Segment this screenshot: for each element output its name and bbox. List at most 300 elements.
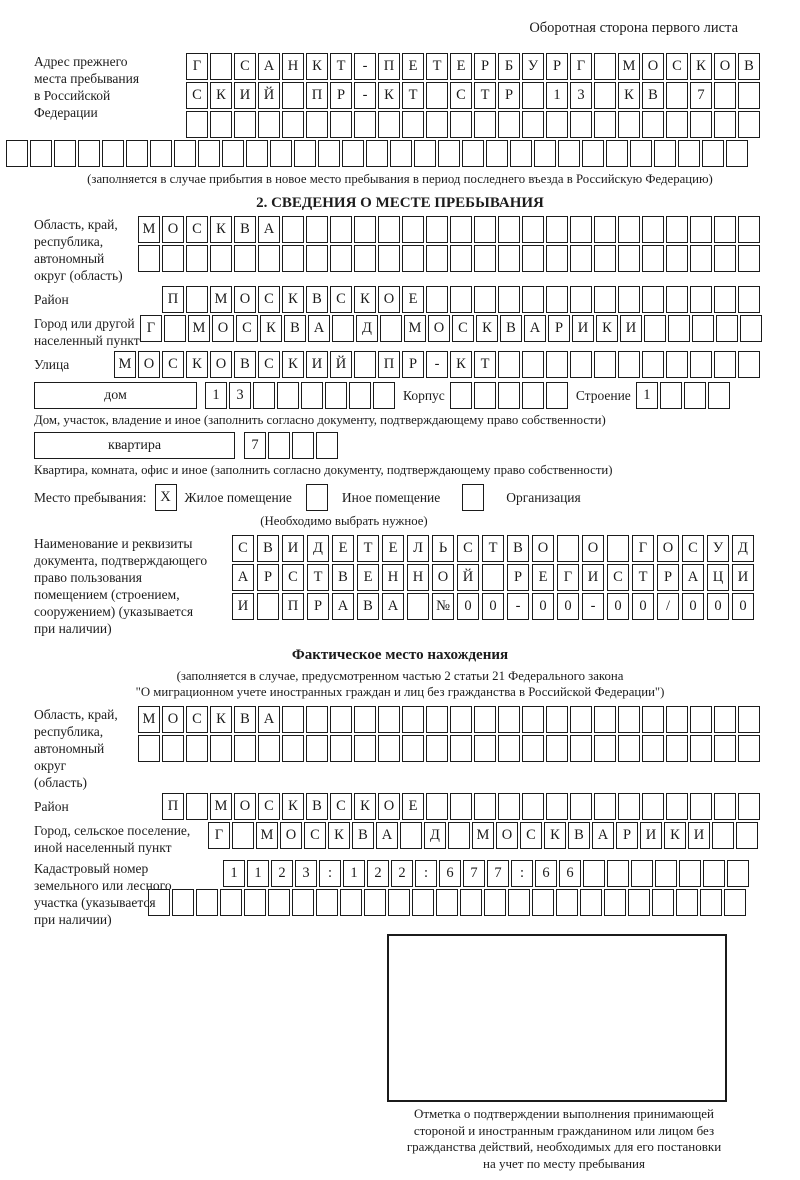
char-cell[interactable]: П xyxy=(282,593,304,620)
char-cell[interactable]: О xyxy=(138,351,160,378)
char-cell[interactable] xyxy=(450,706,472,733)
char-cell[interactable] xyxy=(378,216,400,243)
char-cell[interactable] xyxy=(474,111,496,138)
char-cell[interactable] xyxy=(628,889,650,916)
char-cell[interactable]: К xyxy=(378,82,400,109)
char-cell[interactable]: В xyxy=(738,53,760,80)
char-cell[interactable]: С xyxy=(330,793,352,820)
char-cell[interactable]: Р xyxy=(474,53,496,80)
char-cell[interactable] xyxy=(450,286,472,313)
char-cell[interactable] xyxy=(594,793,616,820)
char-cell[interactable]: И xyxy=(282,535,304,562)
char-cell[interactable]: О xyxy=(234,286,256,313)
char-cell[interactable] xyxy=(570,216,592,243)
char-cell[interactable]: О xyxy=(532,535,554,562)
char-cell[interactable] xyxy=(690,245,712,272)
char-cell[interactable] xyxy=(666,286,688,313)
char-cell[interactable]: Ь xyxy=(432,535,454,562)
char-cell[interactable]: В xyxy=(507,535,529,562)
char-cell[interactable]: Д xyxy=(356,315,378,342)
char-cell[interactable]: С xyxy=(520,822,542,849)
char-cell[interactable] xyxy=(642,706,664,733)
char-cell[interactable]: П xyxy=(378,351,400,378)
char-cell[interactable] xyxy=(450,735,472,762)
char-cell[interactable]: К xyxy=(210,216,232,243)
char-cell[interactable]: Д xyxy=(424,822,446,849)
char-cell[interactable] xyxy=(148,889,170,916)
char-cell[interactable]: 0 xyxy=(707,593,729,620)
char-cell[interactable]: А xyxy=(376,822,398,849)
char-cell[interactable] xyxy=(668,315,690,342)
char-cell[interactable] xyxy=(594,82,616,109)
char-cell[interactable]: № xyxy=(432,593,454,620)
char-cell[interactable] xyxy=(450,382,472,409)
char-cell[interactable] xyxy=(700,889,722,916)
char-cell[interactable] xyxy=(474,793,496,820)
char-cell[interactable] xyxy=(738,286,760,313)
char-cell[interactable]: 0 xyxy=(482,593,504,620)
char-cell[interactable] xyxy=(436,889,458,916)
char-cell[interactable]: 7 xyxy=(690,82,712,109)
char-cell[interactable] xyxy=(738,82,760,109)
char-cell[interactable] xyxy=(666,735,688,762)
char-cell[interactable] xyxy=(522,111,544,138)
char-cell[interactable] xyxy=(390,140,412,167)
char-cell[interactable] xyxy=(462,140,484,167)
char-cell[interactable]: Л xyxy=(407,535,429,562)
char-cell[interactable] xyxy=(474,286,496,313)
char-cell[interactable] xyxy=(738,245,760,272)
char-cell[interactable] xyxy=(450,245,472,272)
char-cell[interactable]: 0 xyxy=(732,593,754,620)
char-cell[interactable] xyxy=(474,382,496,409)
char-cell[interactable] xyxy=(679,860,701,887)
char-cell[interactable] xyxy=(426,706,448,733)
char-cell[interactable]: Т xyxy=(474,82,496,109)
char-cell[interactable]: М xyxy=(188,315,210,342)
char-cell[interactable] xyxy=(354,245,376,272)
char-cell[interactable] xyxy=(703,860,725,887)
char-cell[interactable]: К xyxy=(690,53,712,80)
char-cell[interactable] xyxy=(54,140,76,167)
char-cell[interactable] xyxy=(690,793,712,820)
char-cell[interactable] xyxy=(330,216,352,243)
char-cell[interactable] xyxy=(580,889,602,916)
char-cell[interactable] xyxy=(342,140,364,167)
char-cell[interactable] xyxy=(498,382,520,409)
char-cell[interactable] xyxy=(714,793,736,820)
char-cell[interactable]: Г xyxy=(140,315,162,342)
char-cell[interactable]: В xyxy=(306,286,328,313)
char-cell[interactable] xyxy=(412,889,434,916)
char-cell[interactable] xyxy=(210,245,232,272)
char-cell[interactable] xyxy=(402,245,424,272)
char-cell[interactable] xyxy=(708,382,730,409)
char-cell[interactable] xyxy=(534,140,556,167)
char-cell[interactable] xyxy=(712,822,734,849)
char-cell[interactable]: А xyxy=(332,593,354,620)
char-cell[interactable]: И xyxy=(620,315,642,342)
char-cell[interactable] xyxy=(482,564,504,591)
char-cell[interactable]: 3 xyxy=(570,82,592,109)
char-cell[interactable]: Г xyxy=(186,53,208,80)
char-cell[interactable] xyxy=(546,382,568,409)
char-cell[interactable]: К xyxy=(354,286,376,313)
char-cell[interactable]: 6 xyxy=(559,860,581,887)
char-cell[interactable] xyxy=(690,216,712,243)
char-cell[interactable] xyxy=(690,286,712,313)
char-cell[interactable] xyxy=(498,793,520,820)
char-cell[interactable] xyxy=(325,382,347,409)
char-cell[interactable] xyxy=(676,889,698,916)
char-cell[interactable]: И xyxy=(688,822,710,849)
char-cell[interactable] xyxy=(690,111,712,138)
char-cell[interactable]: С xyxy=(666,53,688,80)
char-cell[interactable] xyxy=(378,735,400,762)
char-cell[interactable] xyxy=(450,216,472,243)
char-cell[interactable] xyxy=(644,315,666,342)
char-cell[interactable]: М xyxy=(618,53,640,80)
char-cell[interactable] xyxy=(222,140,244,167)
char-cell[interactable] xyxy=(258,735,280,762)
char-cell[interactable]: Д xyxy=(732,535,754,562)
char-cell[interactable] xyxy=(330,735,352,762)
char-cell[interactable]: О xyxy=(162,216,184,243)
char-cell[interactable]: К xyxy=(210,706,232,733)
char-cell[interactable] xyxy=(474,735,496,762)
char-cell[interactable]: Е xyxy=(332,535,354,562)
char-cell[interactable] xyxy=(414,140,436,167)
char-cell[interactable]: 1 xyxy=(636,382,658,409)
char-cell[interactable] xyxy=(546,286,568,313)
char-cell[interactable] xyxy=(282,245,304,272)
char-cell[interactable]: Т xyxy=(474,351,496,378)
char-cell[interactable]: К xyxy=(450,351,472,378)
char-cell[interactable] xyxy=(666,706,688,733)
char-cell[interactable]: Н xyxy=(382,564,404,591)
char-cell[interactable] xyxy=(522,735,544,762)
char-cell[interactable] xyxy=(690,351,712,378)
char-cell[interactable]: М xyxy=(138,706,160,733)
char-cell[interactable] xyxy=(354,351,376,378)
char-cell[interactable] xyxy=(498,286,520,313)
char-cell[interactable] xyxy=(606,140,628,167)
char-cell[interactable]: О xyxy=(162,706,184,733)
char-cell[interactable]: - xyxy=(354,82,376,109)
char-cell[interactable] xyxy=(666,245,688,272)
char-cell[interactable] xyxy=(282,706,304,733)
char-cell[interactable]: Т xyxy=(482,535,504,562)
char-cell[interactable]: М xyxy=(114,351,136,378)
char-cell[interactable] xyxy=(714,706,736,733)
char-cell[interactable] xyxy=(642,111,664,138)
char-cell[interactable] xyxy=(714,245,736,272)
char-cell[interactable] xyxy=(186,735,208,762)
char-cell[interactable] xyxy=(186,111,208,138)
char-cell[interactable] xyxy=(448,822,470,849)
char-cell[interactable] xyxy=(380,315,402,342)
char-cell[interactable]: С xyxy=(258,286,280,313)
char-cell[interactable]: К xyxy=(186,351,208,378)
char-cell[interactable] xyxy=(607,860,629,887)
char-cell[interactable] xyxy=(498,216,520,243)
char-cell[interactable]: К xyxy=(282,351,304,378)
char-cell[interactable]: К xyxy=(282,793,304,820)
char-cell[interactable]: Р xyxy=(330,82,352,109)
char-cell[interactable] xyxy=(426,245,448,272)
char-cell[interactable] xyxy=(666,82,688,109)
char-cell[interactable]: 1 xyxy=(546,82,568,109)
char-cell[interactable] xyxy=(474,706,496,733)
char-cell[interactable]: О xyxy=(714,53,736,80)
char-cell[interactable] xyxy=(660,382,682,409)
char-cell[interactable]: О xyxy=(280,822,302,849)
char-cell[interactable]: Е xyxy=(382,535,404,562)
char-cell[interactable]: Р xyxy=(616,822,638,849)
char-cell[interactable] xyxy=(498,735,520,762)
char-cell[interactable] xyxy=(498,706,520,733)
char-cell[interactable] xyxy=(198,140,220,167)
char-cell[interactable]: Г xyxy=(632,535,654,562)
char-cell[interactable]: Е xyxy=(402,286,424,313)
char-cell[interactable]: О xyxy=(378,793,400,820)
char-cell[interactable]: : xyxy=(319,860,341,887)
checkbox-zhiloe-pomeshchenie[interactable]: X xyxy=(155,484,177,511)
char-cell[interactable] xyxy=(102,140,124,167)
char-cell[interactable] xyxy=(340,889,362,916)
char-cell[interactable] xyxy=(570,706,592,733)
char-cell[interactable]: И xyxy=(572,315,594,342)
char-cell[interactable]: С xyxy=(682,535,704,562)
char-cell[interactable] xyxy=(306,245,328,272)
char-cell[interactable]: В xyxy=(352,822,374,849)
char-cell[interactable]: 6 xyxy=(439,860,461,887)
char-cell[interactable] xyxy=(652,889,674,916)
char-cell[interactable]: А xyxy=(308,315,330,342)
char-cell[interactable] xyxy=(690,735,712,762)
char-cell[interactable] xyxy=(726,140,748,167)
char-cell[interactable]: Г xyxy=(557,564,579,591)
char-cell[interactable] xyxy=(426,793,448,820)
char-cell[interactable] xyxy=(172,889,194,916)
char-cell[interactable]: К xyxy=(354,793,376,820)
char-cell[interactable] xyxy=(474,245,496,272)
char-cell[interactable]: Т xyxy=(426,53,448,80)
char-cell[interactable] xyxy=(583,860,605,887)
char-cell[interactable]: Т xyxy=(330,53,352,80)
char-cell[interactable]: К xyxy=(596,315,618,342)
char-cell[interactable]: 0 xyxy=(457,593,479,620)
char-cell[interactable] xyxy=(498,351,520,378)
char-cell[interactable] xyxy=(330,111,352,138)
char-cell[interactable]: 7 xyxy=(244,432,266,459)
char-cell[interactable]: П xyxy=(306,82,328,109)
char-cell[interactable] xyxy=(402,111,424,138)
char-cell[interactable] xyxy=(301,382,323,409)
char-cell[interactable] xyxy=(282,111,304,138)
char-cell[interactable]: М xyxy=(256,822,278,849)
char-cell[interactable] xyxy=(522,82,544,109)
char-cell[interactable]: С xyxy=(186,82,208,109)
char-cell[interactable]: Р xyxy=(307,593,329,620)
char-cell[interactable]: Н xyxy=(282,53,304,80)
char-cell[interactable] xyxy=(738,351,760,378)
char-cell[interactable]: А xyxy=(682,564,704,591)
char-cell[interactable] xyxy=(150,140,172,167)
char-cell[interactable]: Е xyxy=(532,564,554,591)
char-cell[interactable] xyxy=(630,140,652,167)
char-cell[interactable] xyxy=(210,111,232,138)
char-cell[interactable]: В xyxy=(257,535,279,562)
char-cell[interactable] xyxy=(684,382,706,409)
char-cell[interactable] xyxy=(594,111,616,138)
char-cell[interactable] xyxy=(570,111,592,138)
char-cell[interactable]: К xyxy=(618,82,640,109)
char-cell[interactable] xyxy=(582,140,604,167)
char-cell[interactable] xyxy=(474,216,496,243)
char-cell[interactable] xyxy=(268,432,290,459)
char-cell[interactable]: : xyxy=(415,860,437,887)
char-cell[interactable]: О xyxy=(642,53,664,80)
char-cell[interactable] xyxy=(702,140,724,167)
char-cell[interactable] xyxy=(316,432,338,459)
char-cell[interactable]: - xyxy=(426,351,448,378)
char-cell[interactable]: Р xyxy=(257,564,279,591)
char-cell[interactable]: 2 xyxy=(391,860,413,887)
char-cell[interactable] xyxy=(378,111,400,138)
char-cell[interactable] xyxy=(666,216,688,243)
char-cell[interactable] xyxy=(618,245,640,272)
char-cell[interactable]: А xyxy=(258,53,280,80)
char-cell[interactable]: Н xyxy=(407,564,429,591)
char-cell[interactable] xyxy=(234,245,256,272)
char-cell[interactable] xyxy=(366,140,388,167)
char-cell[interactable] xyxy=(426,82,448,109)
char-cell[interactable] xyxy=(714,111,736,138)
char-cell[interactable] xyxy=(162,735,184,762)
char-cell[interactable] xyxy=(642,286,664,313)
char-cell[interactable] xyxy=(594,735,616,762)
char-cell[interactable] xyxy=(486,140,508,167)
char-cell[interactable] xyxy=(618,351,640,378)
char-cell[interactable] xyxy=(690,706,712,733)
char-cell[interactable]: В xyxy=(234,216,256,243)
char-cell[interactable] xyxy=(522,216,544,243)
char-cell[interactable] xyxy=(666,793,688,820)
char-cell[interactable] xyxy=(426,216,448,243)
char-cell[interactable] xyxy=(570,793,592,820)
char-cell[interactable]: 0 xyxy=(532,593,554,620)
char-cell[interactable] xyxy=(546,706,568,733)
char-cell[interactable] xyxy=(594,706,616,733)
char-cell[interactable]: С xyxy=(304,822,326,849)
char-cell[interactable] xyxy=(186,793,208,820)
char-cell[interactable] xyxy=(546,216,568,243)
char-cell[interactable] xyxy=(78,140,100,167)
char-cell[interactable]: Г xyxy=(208,822,230,849)
char-cell[interactable]: С xyxy=(162,351,184,378)
char-cell[interactable]: / xyxy=(657,593,679,620)
char-cell[interactable]: О xyxy=(582,535,604,562)
char-cell[interactable]: В xyxy=(306,793,328,820)
char-cell[interactable]: Г xyxy=(570,53,592,80)
char-cell[interactable] xyxy=(570,245,592,272)
char-cell[interactable] xyxy=(138,735,160,762)
char-cell[interactable] xyxy=(642,793,664,820)
char-cell[interactable] xyxy=(546,793,568,820)
char-cell[interactable] xyxy=(642,735,664,762)
char-cell[interactable]: О xyxy=(234,793,256,820)
char-cell[interactable] xyxy=(426,735,448,762)
char-cell[interactable]: К xyxy=(260,315,282,342)
char-cell[interactable]: В xyxy=(357,593,379,620)
char-cell[interactable]: Р xyxy=(546,53,568,80)
char-cell[interactable]: К xyxy=(328,822,350,849)
char-cell[interactable] xyxy=(631,860,653,887)
char-cell[interactable]: А xyxy=(232,564,254,591)
char-cell[interactable] xyxy=(354,111,376,138)
char-cell[interactable] xyxy=(349,382,371,409)
char-cell[interactable]: Р xyxy=(498,82,520,109)
char-cell[interactable] xyxy=(666,351,688,378)
char-cell[interactable]: 0 xyxy=(632,593,654,620)
char-cell[interactable] xyxy=(277,382,299,409)
char-cell[interactable] xyxy=(642,216,664,243)
char-cell[interactable]: М xyxy=(210,793,232,820)
char-cell[interactable] xyxy=(570,735,592,762)
char-cell[interactable]: А xyxy=(382,593,404,620)
char-cell[interactable] xyxy=(402,735,424,762)
char-cell[interactable]: 2 xyxy=(367,860,389,887)
checkbox-organizatsiya[interactable] xyxy=(462,484,484,511)
char-cell[interactable] xyxy=(364,889,386,916)
char-cell[interactable] xyxy=(258,245,280,272)
char-cell[interactable] xyxy=(594,53,616,80)
char-cell[interactable] xyxy=(450,793,472,820)
char-cell[interactable] xyxy=(316,889,338,916)
char-cell[interactable]: С xyxy=(452,315,474,342)
char-cell[interactable] xyxy=(714,286,736,313)
char-cell[interactable] xyxy=(306,706,328,733)
char-cell[interactable]: К xyxy=(282,286,304,313)
char-cell[interactable] xyxy=(354,735,376,762)
char-cell[interactable]: Ц xyxy=(707,564,729,591)
char-cell[interactable] xyxy=(196,889,218,916)
char-cell[interactable] xyxy=(618,706,640,733)
char-cell[interactable]: К xyxy=(476,315,498,342)
char-cell[interactable]: Й xyxy=(457,564,479,591)
char-cell[interactable]: Р xyxy=(657,564,679,591)
char-cell[interactable] xyxy=(186,245,208,272)
char-cell[interactable]: В xyxy=(284,315,306,342)
char-cell[interactable] xyxy=(220,889,242,916)
char-cell[interactable]: О xyxy=(496,822,518,849)
char-cell[interactable] xyxy=(378,245,400,272)
char-cell[interactable]: С xyxy=(234,53,256,80)
char-cell[interactable] xyxy=(546,111,568,138)
char-cell[interactable]: С xyxy=(607,564,629,591)
char-cell[interactable] xyxy=(186,286,208,313)
char-cell[interactable] xyxy=(292,889,314,916)
char-cell[interactable]: 1 xyxy=(205,382,227,409)
char-cell[interactable] xyxy=(738,111,760,138)
char-cell[interactable]: К xyxy=(664,822,686,849)
char-cell[interactable] xyxy=(546,735,568,762)
char-cell[interactable]: 6 xyxy=(535,860,557,887)
char-cell[interactable]: И xyxy=(306,351,328,378)
char-cell[interactable] xyxy=(258,111,280,138)
char-cell[interactable]: 3 xyxy=(295,860,317,887)
